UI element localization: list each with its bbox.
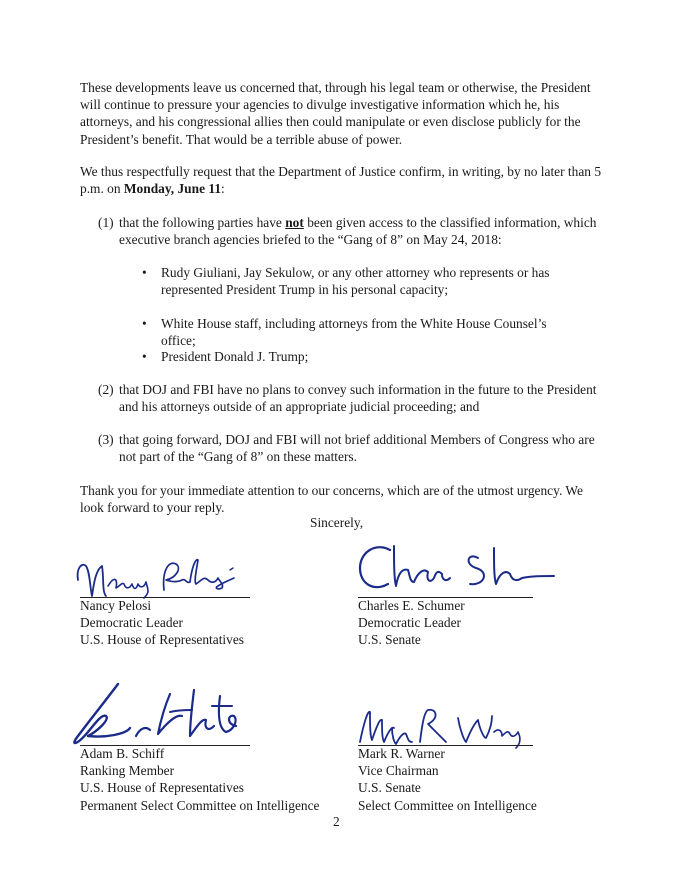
signatory-org: U.S. Senate — [358, 780, 421, 796]
emphasis-not: not — [285, 215, 304, 230]
bullet-glyph: • — [142, 316, 147, 331]
signatory-pelosi — [80, 597, 380, 649]
request-text-cont: been given access to the classified information, which executive branch agencies briefed to the “Gang of 8” on May 24, 2018: — [119, 215, 597, 248]
bullet-text: President Donald J. Trump; — [161, 349, 309, 364]
signatory-name: Adam B. Schiff — [80, 746, 165, 761]
schiff-signature — [66, 676, 256, 748]
request-text: that the following parties have — [119, 215, 286, 230]
signatory-org: U.S. Senate — [358, 632, 421, 648]
schumer-signature — [350, 538, 560, 598]
request-item-2 — [98, 381, 602, 415]
request-number: (3) — [98, 432, 114, 447]
request-text: that going forward, DOJ and FBI will not brief additional Members of Congress who are not part of the “Gang of 8” on these matters. — [119, 432, 595, 465]
signatory-committee: Permanent Select Committee on Intelligence — [80, 797, 320, 813]
closing-salutation: Sincerely, — [310, 515, 364, 530]
deadline-date: Monday, June 11 — [123, 181, 222, 197]
signatory-warner — [358, 745, 658, 814]
signatory-org: U.S. House of Representatives — [80, 632, 245, 648]
bullet-item — [142, 315, 582, 349]
bullet-text: White House staff, including attorneys from the White House Counsel’s office; — [161, 316, 547, 349]
page-number: 2 — [333, 814, 340, 829]
signatory-title: Democratic Leader — [80, 615, 183, 631]
request-item-1 — [98, 214, 602, 248]
signatory-schiff — [80, 745, 380, 814]
paragraph-concerns: These developments leave us concerned that, through his legal team or otherwise, the President will continue to pressure your agencies to divulge investigative information which he, his attorneys, and his congressional allies then could manipulate or even disclose publicly for the President’s benefit. That would be a terrible abuse of power. — [80, 80, 591, 147]
signatory-title: Ranking Member — [80, 763, 175, 779]
signatory-name: Mark R. Warner — [358, 746, 445, 761]
signatory-title: Vice Chairman — [358, 763, 439, 779]
signatory-title: Democratic Leader — [358, 615, 461, 631]
signatory-name: Nancy Pelosi — [80, 598, 152, 613]
paragraph-thanks: Thank you for your immediate attention to our concerns, which are of the utmost urgency. We look forward to your reply. — [80, 483, 583, 516]
signatory-name: Charles E. Schumer — [358, 598, 465, 613]
bullet-text: Rudy Giuliani, Jay Sekulow, or any other attorney who represents or has represented President Trump in his personal capacity; — [161, 265, 550, 298]
request-number: (2) — [98, 382, 114, 397]
paragraph-request — [80, 163, 602, 197]
signatory-org: U.S. House of Representatives — [80, 780, 245, 796]
request-item-3 — [98, 431, 602, 465]
bullet-glyph: • — [142, 265, 147, 280]
bullet-item — [142, 348, 582, 365]
signatory-committee: Select Committee on Intelligence — [358, 797, 537, 813]
request-number: (1) — [98, 215, 114, 230]
pelosi-signature — [72, 552, 252, 602]
request-intro-text: We thus respectfully request that the Department of Justice confirm, in writing, by no later than 5 p.m. on — [80, 164, 602, 197]
request-intro-colon: : — [221, 181, 225, 197]
signatory-schumer — [358, 597, 658, 649]
request-text: that DOJ and FBI have no plans to convey such information in the future to the President and his attorneys outside of an appropriate judicial proceeding; and — [119, 382, 597, 415]
bullet-glyph: • — [142, 349, 147, 364]
bullet-item — [142, 264, 582, 298]
